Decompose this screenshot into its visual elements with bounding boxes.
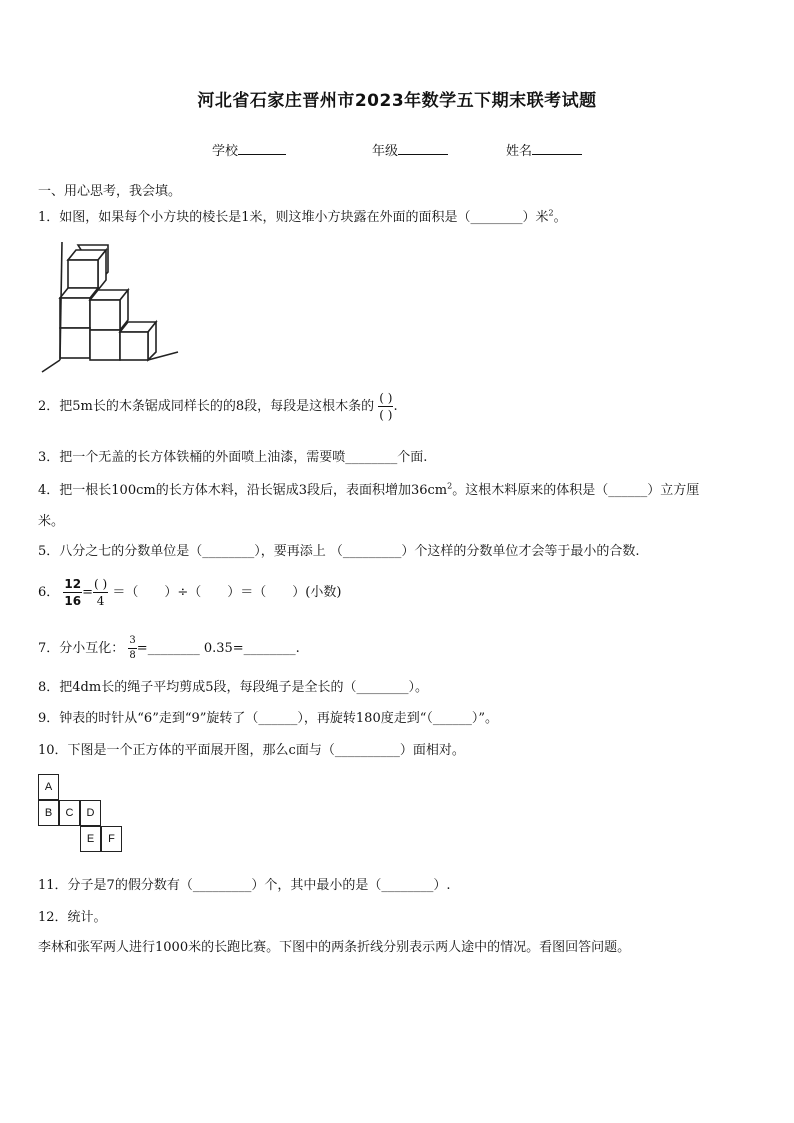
question-6: [38, 578, 341, 607]
net-face-a: A: [38, 774, 59, 800]
grade-field: [372, 140, 448, 159]
section-heading: 一、用心思考，我会填。: [38, 184, 182, 199]
grade-label: 年级: [372, 144, 399, 159]
question-8: 8．把4dm长的绳子平均剪成5段，每段绳子是全长的（________）。: [38, 680, 428, 695]
question-2: [38, 392, 398, 421]
question-4: [38, 479, 699, 498]
question-12-description: 李林和张军两人进行1000米的长跑比赛。下图中的两条折线分别表示两人途中的情况。看图回答问题。: [38, 940, 631, 955]
question-6-number: 6．: [38, 585, 60, 600]
question-11: 11．分子是7的假分数有（_________）个，其中最小的是（________）.: [38, 878, 451, 893]
question-1-exponent: 2: [548, 208, 554, 218]
question-12: 12．统计。: [38, 910, 107, 925]
question-1-text: 1．如图，如果每个小方块的棱长是1米，则这堆小方块露在外面的面积是（________）米: [38, 210, 549, 225]
fraction-1-numerator: 12: [64, 577, 82, 591]
question-4-line2: 米。: [38, 514, 65, 529]
question-1: [38, 206, 567, 225]
fraction-1-denominator: 16: [64, 594, 82, 608]
question-6-equals: =: [82, 585, 94, 600]
question-4-tail: 。这根木料原来的体积是（______）立方厘: [452, 483, 700, 498]
page-title: 河北省石家庄晋州市2023年数学五下期末联考试题: [197, 91, 597, 111]
question-6-fraction-2: [93, 578, 108, 607]
grade-blank[interactable]: [398, 142, 448, 155]
question-9: 9．钟表的时针从“6”走到“9”旋转了（______），再旋转180度走到“（______）”。: [38, 711, 499, 726]
question-3: 3．把一个无盖的长方体铁桶的外面喷上油漆，需要喷________个面.: [38, 450, 428, 465]
net-face-e: E: [80, 826, 101, 852]
question-7-rest: =________ 0.35=________.: [136, 641, 300, 656]
question-4-exponent: 2: [447, 481, 453, 491]
name-blank[interactable]: [532, 142, 582, 155]
question-7-fraction: [128, 636, 136, 661]
cube-stack-figure: [38, 240, 188, 375]
question-5: 5．八分之七的分数单位是（________），要再添上 （_________）个这样的分数单位才会等于最小的合数.: [38, 544, 640, 559]
question-2-denominator: ( ): [379, 408, 393, 422]
fraction-2-numerator: ( ): [94, 577, 108, 591]
question-2-text: 2．把5m长的木条锯成同样长的的8段，每段是这根木条的: [38, 399, 375, 414]
question-7-denominator: 8: [129, 650, 136, 661]
question-2-numerator: ( ): [379, 391, 393, 405]
question-7-numerator: 3: [128, 636, 136, 649]
school-label: 学校: [212, 144, 239, 159]
question-10: 10．下图是一个正方体的平面展开图，那么c面与（__________）面相对。: [38, 743, 465, 758]
fraction-2-denominator: 4: [96, 594, 105, 608]
net-face-b: B: [38, 800, 59, 826]
name-label: 姓名: [506, 144, 533, 159]
name-field: [506, 140, 582, 159]
question-1-end: 。: [553, 210, 567, 225]
question-6-fraction-1: [63, 578, 82, 607]
question-4-text: 4．把一根长100cm的长方体木料，沿长锯成3段后，表面积增加36cm: [38, 483, 448, 498]
question-6-rest: ＝（ ）÷（ ）＝（ ）(小数): [112, 585, 342, 600]
net-face-f: F: [101, 826, 122, 852]
school-field: [212, 140, 286, 159]
question-7-text: 7．分小互化：: [38, 641, 125, 656]
net-face-c: C: [59, 800, 80, 826]
net-face-d: D: [80, 800, 101, 826]
school-blank[interactable]: [238, 142, 286, 155]
question-2-fraction: [378, 392, 393, 421]
question-7: [38, 636, 300, 661]
question-2-end: .: [393, 399, 398, 414]
